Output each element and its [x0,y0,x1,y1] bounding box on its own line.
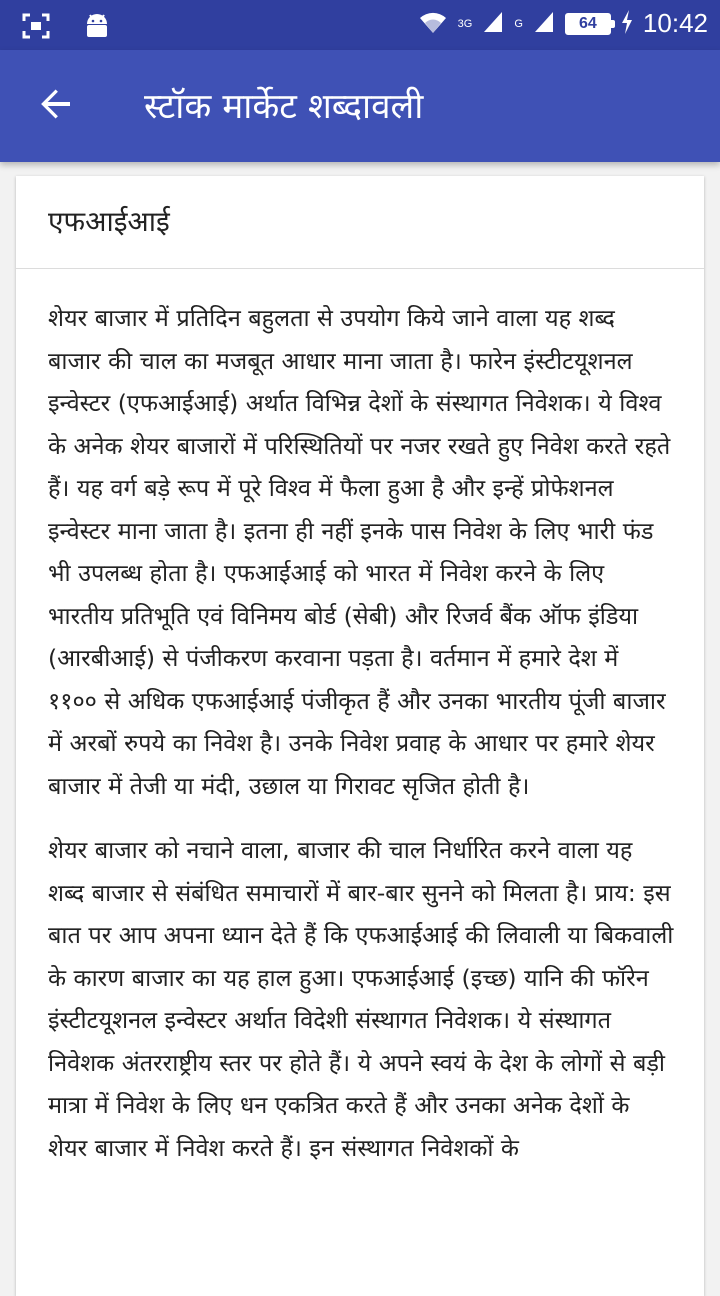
term-title: एफआईआई [48,205,170,238]
page-title: स्टॉक मार्केट शब्दावली [144,87,424,127]
term-card [16,176,704,1296]
screenshot-icon [22,13,50,43]
arrow-back-icon [38,86,74,126]
android-icon [84,12,110,44]
battery-level: 64 [579,14,597,32]
back-button[interactable] [22,72,90,140]
term-description [16,269,704,1169]
charging-icon [621,10,633,38]
clock: 10:42 [642,8,708,38]
wifi-icon [418,9,448,39]
signal-3g-icon [482,10,504,38]
battery-icon [565,13,611,35]
status-bar [0,0,720,50]
network-g-label: G [514,17,523,30]
term-header [16,176,704,269]
description-paragraph: शेयर बाजार को नचाने वाला, बाजार की चाल निर्धारित करने वाला यह शब्द बाजार से संबंधित समाचारों में बार-बार सुनने को मिलता है। प्राय: इस बात पर आप अपना ध्यान देते हैं कि एफआईआई की लिवाली या बिकवाली के कारण बाजार का यह हाल हुआ। एफआईआई (इच्छ) यानि की फॉरेन इंस्टीटयूशनल इन्वेस्टर अर्थात विदेशी संस्थागत निवेशक। ये संस्थागत निवेशक अंतरराष्ट्रीय स्तर पर होते हैं। ये अपने स्वयं के देश के लोगों से बड़ी मात्रा में निवेश के लिए धन एकत्रित करते हैं और उनका अनेक देशों के शेयर बाजार में निवेश करते हैं। इन संस्थागत निवेशकों के [48,836,674,1162]
network-3g-label: 3G [457,17,473,30]
description-paragraph: शेयर बाजार में प्रतिदिन बहुलता से उपयोग किये जाने वाला यह शब्द बाजार की चाल का मजबूत आधार माना जाता है। फारेन इंस्टीटयूशनल इन्वेस्टर (एफआईआई) अर्थात विभिन्न देशों के संस्थागत निवेशक। ये विश्व के अनेक शेयर बाजारों में परिस्थितियों पर नजर रखते हुए निवेश करते रहते हैं। यह वर्ग बड़े रूप में पूरे विश्व में फैला हुआ है और इन्हें प्रोफेशनल इन्वेस्टर माना जाता है। इतना ही नहीं इनके पास निवेश के लिए भारी फंड भी उपलब्ध होता है। एफआईआई को भारत में निवेश करने के लिए भारतीय प्रतिभूति एवं विनिमय बोर्ड (सेबी) और रिजर्व बैंक ऑफ इंडिया (आरबीआई) से पंजीकरण करवाना पड़ता है। वर्तमान में हमारे देश में ११०० से अधिक एफआईआई पंजीकृत हैं और उनका भारतीय पूंजी बाजार में अरबों रुपये का निवेश है। उनके निवेश प्रवाह के आधार पर हमारे शेयर बाजार में तेजी या मंदी, उछाल या गिरावट सृजित होती है। [48,304,671,800]
signal-g-icon [533,10,555,38]
app-bar [0,50,720,162]
